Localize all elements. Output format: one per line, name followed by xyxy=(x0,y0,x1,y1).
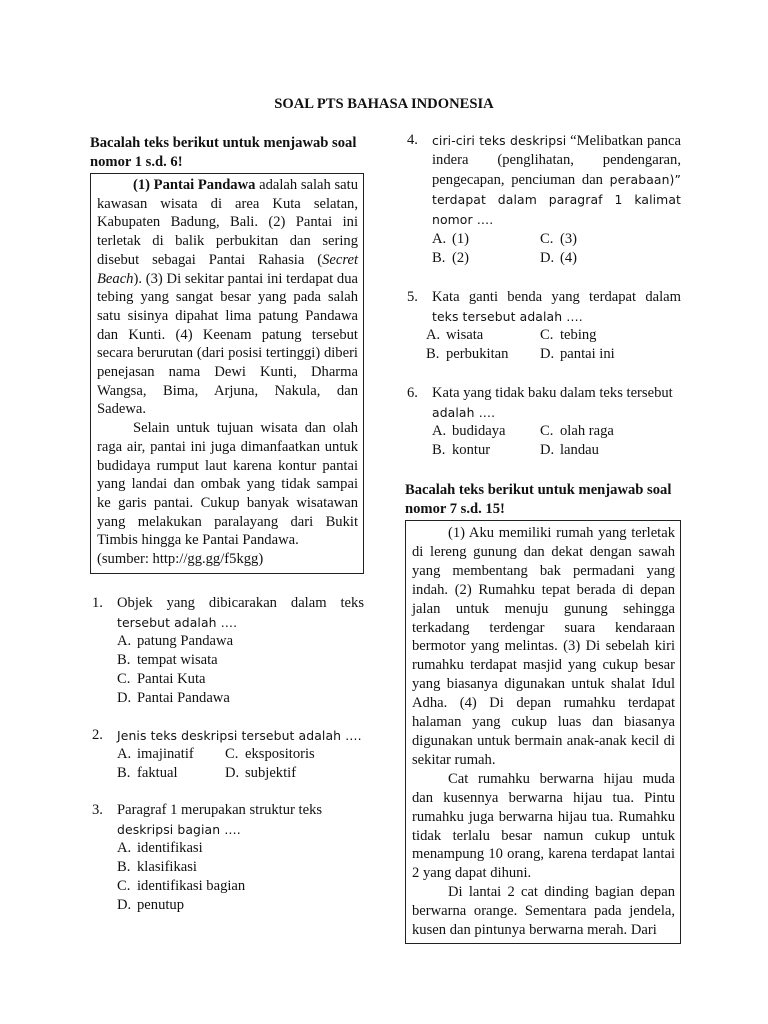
option-c[interactable]: C. ekspositoris xyxy=(225,745,315,762)
question-3: 3. Paragraf 1 merupakan struktur teks deskripsi bagian …. A. identifikasi B. klasifikasi C. identifikasi bagian D. penutup xyxy=(90,801,364,915)
page-title: SOAL PTS BAHASA INDONESIA xyxy=(274,96,494,112)
passage-paragraph-1: (1) Aku memiliki rumah yang terletak di lereng gunung dan dekat dengan sawah yang membentang bak permadani yang indah. (2) Rumahku tepat berada di depan jalan untuk menuju gunung sehingga terkadang terdengar suara kendaraan bermotor yang melintas. (3) Di sebelah kiri rumahku terdapat masjid yang cukup besar yang biasanya digunakan untuk shalat Idul Adha. (4) Di depan rumahku terdapat halaman yang cukup luas dan biasanya digunakan untuk bermain anak-anak kecil di sekitar rumah. xyxy=(412,525,675,768)
passage-paragraph-3: Di lantai 2 cat dinding bagian depan berwarna orange. Sementara pada jendela, kusen dan pintunya berwarna merah. Dari xyxy=(412,884,675,939)
passage-title: (1) Pantai Pandawa xyxy=(133,177,256,193)
question-4: 4. ciri-ciri teks deskripsi “Melibatkan panca indera (penglihatan, pendengaran, pengecapan, penciuman dan perabaan)” terdapat dalam paragraf 1 kalimat nomor …. A. (1) C. (3) B. (2) D. (4) xyxy=(407,132,681,266)
question-2: 2. Jenis teks deskripsi tersebut adalah …. A. imajinatif C. ekspositoris B. faktual D. subjektif xyxy=(90,726,364,783)
passage-source: (sumber: http://gg.gg/f5kgg) xyxy=(97,551,264,568)
option-b[interactable]: B. tempat wisata xyxy=(117,651,218,668)
passage-paragraph-1: (1) Pantai Pandawa adalah salah satu kawasan wisata di area Kuta selatan, Kabupaten Badung, Bali. (2) Pantai ini terletak di balik perbukitan dan sering disebut sebagai Pantai Rahasia (Secret Beach). (3) Di sekitar pantai ini terdapat dua tebing yang sangat besar yang pada salah satu sisinya dipahat lima patung Pandawa dan Kunti. (4) Keenam patung tersebut secara berurutan (dari posisi tertinggi) diberi penejasan nama Dewi Kunti, Dharma Wangsa, Bima, Arjuna, Nakula, dan Sadewa. xyxy=(97,177,358,418)
left-column xyxy=(90,134,364,915)
option-a[interactable]: A. patung Pandawa xyxy=(117,632,234,649)
option-d[interactable]: D. subjektif xyxy=(225,764,297,781)
right-column xyxy=(405,131,681,944)
instruction-2: Bacalah teks berikut untuk menjawab soal nomor 7 s.d. 15! xyxy=(405,482,672,517)
question-number: 5. xyxy=(407,289,418,305)
instruction-1: Bacalah teks berikut untuk menjawab soal nomor 1 s.d. 6! xyxy=(90,135,357,170)
option-b[interactable]: B. kontur xyxy=(432,442,491,458)
question-5: 5. Kata ganti benda yang terdapat dalam teks tersebut adalah …. A. wisata C. tebing B. perbukitan D. pantai ini xyxy=(407,289,681,362)
option-a[interactable]: A. wisata xyxy=(426,327,484,343)
option-d[interactable]: D. penutup xyxy=(117,896,185,913)
option-b[interactable]: B. klasifikasi xyxy=(117,858,197,875)
option-c[interactable]: C. tebing xyxy=(540,327,597,343)
option-d[interactable]: D. (4) xyxy=(540,250,578,266)
question-number: 2. xyxy=(92,726,103,743)
question-number: 4. xyxy=(407,132,418,148)
option-b[interactable]: B. perbukitan xyxy=(426,346,509,362)
option-c[interactable]: C. olah raga xyxy=(540,423,614,439)
option-b[interactable]: B. (2) xyxy=(432,250,470,266)
passage-pantai-pandawa xyxy=(90,173,364,574)
passage-paragraph-2: Cat rumahku berwarna hijau muda dan kusennya berwarna hijau tua. Pintu rumahku juga berwarna hijau tua. Rumahku tidak terlalu besar namun cukup untuk menampung 10 orang, karena terdapat lantai 2 yang dapat dihuni. xyxy=(412,770,675,882)
question-number: 6. xyxy=(407,385,418,401)
option-a[interactable]: A. imajinatif xyxy=(117,745,194,762)
passage-paragraph-2: Selain untuk tujuan wisata dan olah raga air, pantai ini juga dimanfaatkan untuk budidaya rumput laut karena kontur pantai yang landai dan ombak yang tidak sampai ke garis pantai. Cukup banyak wisatawan yang melakukan paralayang dari Bukit Timbis hingga ke Pantai Pandawa. xyxy=(97,420,358,549)
option-a[interactable]: A. (1) xyxy=(432,231,470,247)
question-6: 6. Kata yang tidak baku dalam teks tersebut adalah …. A. budidaya C. olah raga B. kontur D. landau xyxy=(405,384,681,460)
passage-rumahku xyxy=(405,520,681,944)
option-d[interactable]: D. Pantai Pandawa xyxy=(117,689,230,706)
option-c[interactable]: C. identifikasi bagian xyxy=(117,877,246,894)
question-1: 1. Objek yang dibicarakan dalam teks tersebut adalah …. A. patung Pandawa B. tempat wisata C. Pantai Kuta D. Pantai Pandawa xyxy=(92,594,364,706)
option-c[interactable]: C. Pantai Kuta xyxy=(117,670,206,687)
option-a[interactable]: A. identifikasi xyxy=(117,839,203,856)
option-d[interactable]: D. pantai ini xyxy=(540,346,615,362)
question-number: 3. xyxy=(92,801,103,818)
question-number: 1. xyxy=(92,594,103,611)
option-a[interactable]: A. budidaya xyxy=(432,423,506,439)
option-b[interactable]: B. faktual xyxy=(117,764,178,781)
option-d[interactable]: D. landau xyxy=(540,442,599,458)
option-c[interactable]: C. (3) xyxy=(540,231,578,247)
